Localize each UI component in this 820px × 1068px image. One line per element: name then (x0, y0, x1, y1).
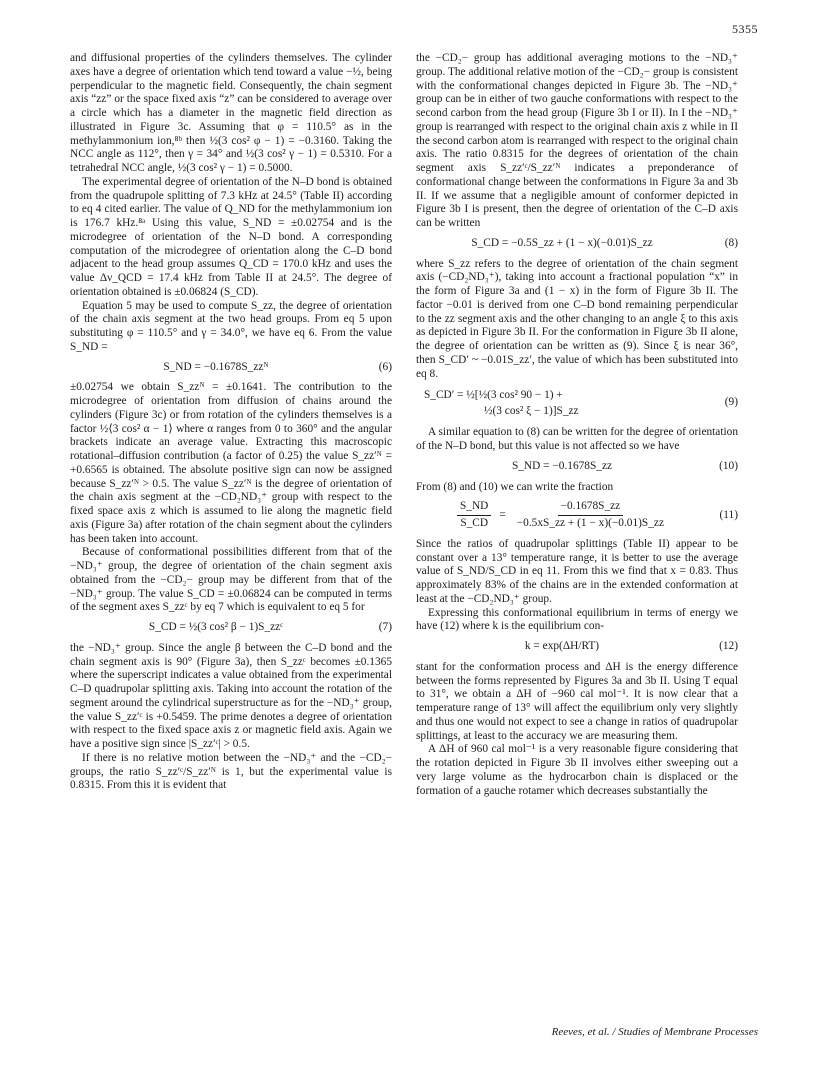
equation-body: S_CD = ½(3 cos² β − 1)S_zzᶜ (148, 621, 284, 633)
equation-body (416, 387, 708, 419)
paragraph: Expressing this conformational equilibrium in terms of energy we have (12) where k is the equilibrium con- (416, 606, 738, 633)
paragraph: stant for the conformation process and ΔH is the energy difference between the forms represented by Figures 3a and 3b II. Using T equal to 31°, we obtain a ΔH of −960 cal mol⁻¹. It is now clear that a temperature range of 13° will affect the equilibrium only very slightly and thus one would not expect to see a change in ratios of quadrupolar splittings, at least to the accuracy we are measuring them. (416, 660, 738, 742)
equation-8 (416, 237, 738, 251)
equation-10 (416, 460, 738, 474)
equation-number: (7) (378, 621, 392, 633)
equation-number: (10) (719, 459, 738, 472)
paragraph: the −ND₃⁺ group. Since the angle β between the C–D bond and the chain segment axis is 90° (Figure 3a), then S_zzᶜ becomes ±0.1365 where the superscript indicates a value obtained from the experimental C–D quadrupolar splitting axis. Taking into account the rotation of the segment around the cylindrical superstructure as for the −ND₃⁺ group, the value S_zz′ᶜ is +0.5459. The prime denotes a degree of orientation with respect to the fixed space axis z or magnetic field axis. Again we have a positive sign since |S_zz′ᶜ| > 0.5. (70, 641, 392, 750)
numerator: S_ND (457, 500, 491, 516)
equation-body: S_CD = −0.5S_zz + (1 − x)(−0.01)S_zz (471, 236, 653, 249)
equation-number: (11) (719, 508, 738, 521)
equation-9 (416, 387, 738, 419)
paragraph: From (8) and (10) we can write the fraction (416, 480, 614, 493)
equation-number: (6) (378, 360, 392, 373)
equation-body (416, 500, 708, 531)
paragraph: The experimental degree of orientation of the N–D bond is obtained from the quadrupole splitting of 7.3 kHz at 24.5° (Table II) according to eq 4 cited earlier. The value of Q_ND for the methylammonium ion is 176.7 kHz.⁸ᵃ Using this value, S_ND = ±0.02754 and is the microdegree of orientation of the N–D bond. A corresponding computation of the microdegree of orientation along the C–D bond adjacent to the head group assumes Q_CD = 170.0 kHz and uses the value Δν_QCD = 17.4 kHz from Table II at 24.5°. The degree of orientation obtained is ±0.06824 (S_CD). (70, 175, 392, 298)
equation-12 (416, 640, 738, 654)
paragraph: If there is no relative motion between the −ND₃⁺ and the −CD₂− groups, the ratio S_zz′ᶜ/S_zz′ᴺ is 1, but the experimental value is 0.8315. From this it is evident that (70, 751, 392, 792)
fraction-rhs (514, 500, 667, 531)
equation-7 (70, 621, 392, 635)
paragraph: the −CD₂− group has additional averaging motions to the −ND₃⁺ group. The additional relative motion of the −CD₂− group is consistent with the conformational changes depicted in Figure 3b. The −ND₃⁺ group can be in either of two gauche conformations with respect to the second carbon from the head group (Figure 3b I or II). In I the −ND₃⁺ group is rearranged with respect to the original chain axis z while in II the second carbon atom is rearranged with respect to the original chain axis. The ratio 0.8315 for the degrees of orientation of the chain segment axis S_zz′ᶜ/S_zz′ᴺ indicates a preponderance of conformational change between the conformations in Figure 3a and 3b II. If we assume that a negligible amount of conformer depicted in Figure 3b I is present, then the degree of orientation of the C–D axis can be written (416, 52, 738, 229)
equation-number: (9) (724, 396, 738, 409)
left-column (70, 52, 392, 793)
denominator: −0.5xS_zz + (1 − x)(−0.01)S_zz (516, 517, 664, 529)
fraction-lhs (457, 500, 491, 531)
paragraph: A ΔH of 960 cal mol⁻¹ is a very reasonable figure considering that the rotation depicted in Figure 3b II involves either sweeping out a very large volume as the hydrocarbon chain is displaced or the formation of a gauche rotamer which decreases substantially the (416, 743, 738, 797)
paragraph: ±0.02754 we obtain S_zzᴺ = ±0.1641. The contribution to the microdegree of orientation from diffusion of chains around the cylinders (Figure 3c) or from rotation of the cylinders themselves is a factor ½⟨3 cos² α − 1⟩ where α ranges from 0 to 360° and the angular brackets indicate an average value. Extracting this macroscopic rotational–diffusion contribution (a factor of 0.25) the value S_zz′ᴺ = +0.6565 is obtained. The absolute positive sign can now be assigned because S_zz′ᴺ > 0.5. The value S_zz′ᴺ is the degree of orientation of the chain axis segment at the −CD₂ND₃⁺ group with respect to the fixed space axis z which is assumed to lie along the magnetic field axis (Figure 3a) after rotation of the chain segment about the cylinders has been taken into account. (70, 381, 392, 545)
paragraph: Because of conformational possibilities different from that of the −ND₃⁺ group, the degree of orientation of the chain segment axis obtained from the −CD₂− group may be different from that of the −ND₃⁺ group. The value S_CD = ±0.06824 can be computed in terms of the segment axes S_zzᶜ by eq 7 which is equivalent to eq 5 for (70, 546, 392, 614)
equation-line: ½(3 cos² ξ − 1)]S_zz (484, 405, 579, 418)
equation-body: k = exp(ΔH/RT) (524, 640, 600, 652)
right-column (416, 52, 738, 798)
equals-sign: = (499, 508, 506, 521)
paragraph: Since the ratios of quadrupolar splittings (Table II) appear to be constant over a 13° temperature range, it is better to use the average value of S_ND/S_CD in eq 11. From this we find that x = 0.83. Thus approximately 83% of the chains are in the extended conformation at least at the −CD₂ND₃⁺ group. (416, 537, 738, 605)
denominator: S_CD (460, 517, 489, 529)
paragraph: and diffusional properties of the cylinders themselves. The cylinder axes have a degree of orientation which tend toward a value −½, being perpendicular to the magnetic field. Consequently, the chain segment axis “zz” or the space fixed axis “z” can be considered to average over a circle which has a diameter in the magnetic field direction as illustrated in Figure 3c. Assuming that φ = 110.5° as in the methylammonium ion,⁸ᵇ then ½(3 cos² φ − 1) = −0.3160. Taking the NCC angle as 112°, then γ = 34° and ½(3 cos² γ − 1) = 0.5310. For a tetrahedral NCC angle, ½(3 cos² γ − 1) = 0.5000. (70, 52, 392, 174)
equation-11 (416, 500, 738, 531)
numerator: −0.1678S_zz (558, 500, 624, 516)
equation-body: S_ND = −0.1678S_zzᴺ (163, 360, 269, 373)
equation-body: S_ND = −0.1678S_zz (511, 459, 613, 472)
equation-line: S_CD′ = ½[½(3 cos² 90 − 1) + (424, 389, 563, 402)
equation-number: (12) (719, 640, 738, 652)
running-footer: Reeves, et al. / Studies of Membrane Processes (551, 1026, 758, 1038)
paragraph: where S_zz refers to the degree of orientation of the chain segment axis (−CD₂ND₃⁺), taking into account a fractional population “x” in the form of Figure 3a and (1 − x) in the form of Figure 3b II. The factor −0.01 is derived from one C–D bond remaining perpendicular to the zz segment axis and the other changing to an angle ξ to this axis as depicted in Figure 3b II. For the conformation in Figure 3b II alone, the degree of orientation can be written as (9). Since ξ is near 36°, then S_CD′ ~ −0.01S_zz′, the value of which has been substituted into eq 8. (416, 257, 738, 380)
equation-6 (70, 361, 392, 375)
paragraph: Equation 5 may be used to compute S_zz, the degree of orientation of the chain axis segment at the two head groups. From eq 5 upon substituting φ = 110.5° and γ = 34.0°, we have eq 6. From the value S_ND = (70, 299, 392, 353)
paragraph: A similar equation to (8) can be written for the degree of orientation of the N–D bond, but this value is not affected so we have (416, 426, 738, 452)
page-number: 5355 (732, 22, 758, 36)
equation-number: (8) (724, 236, 738, 249)
